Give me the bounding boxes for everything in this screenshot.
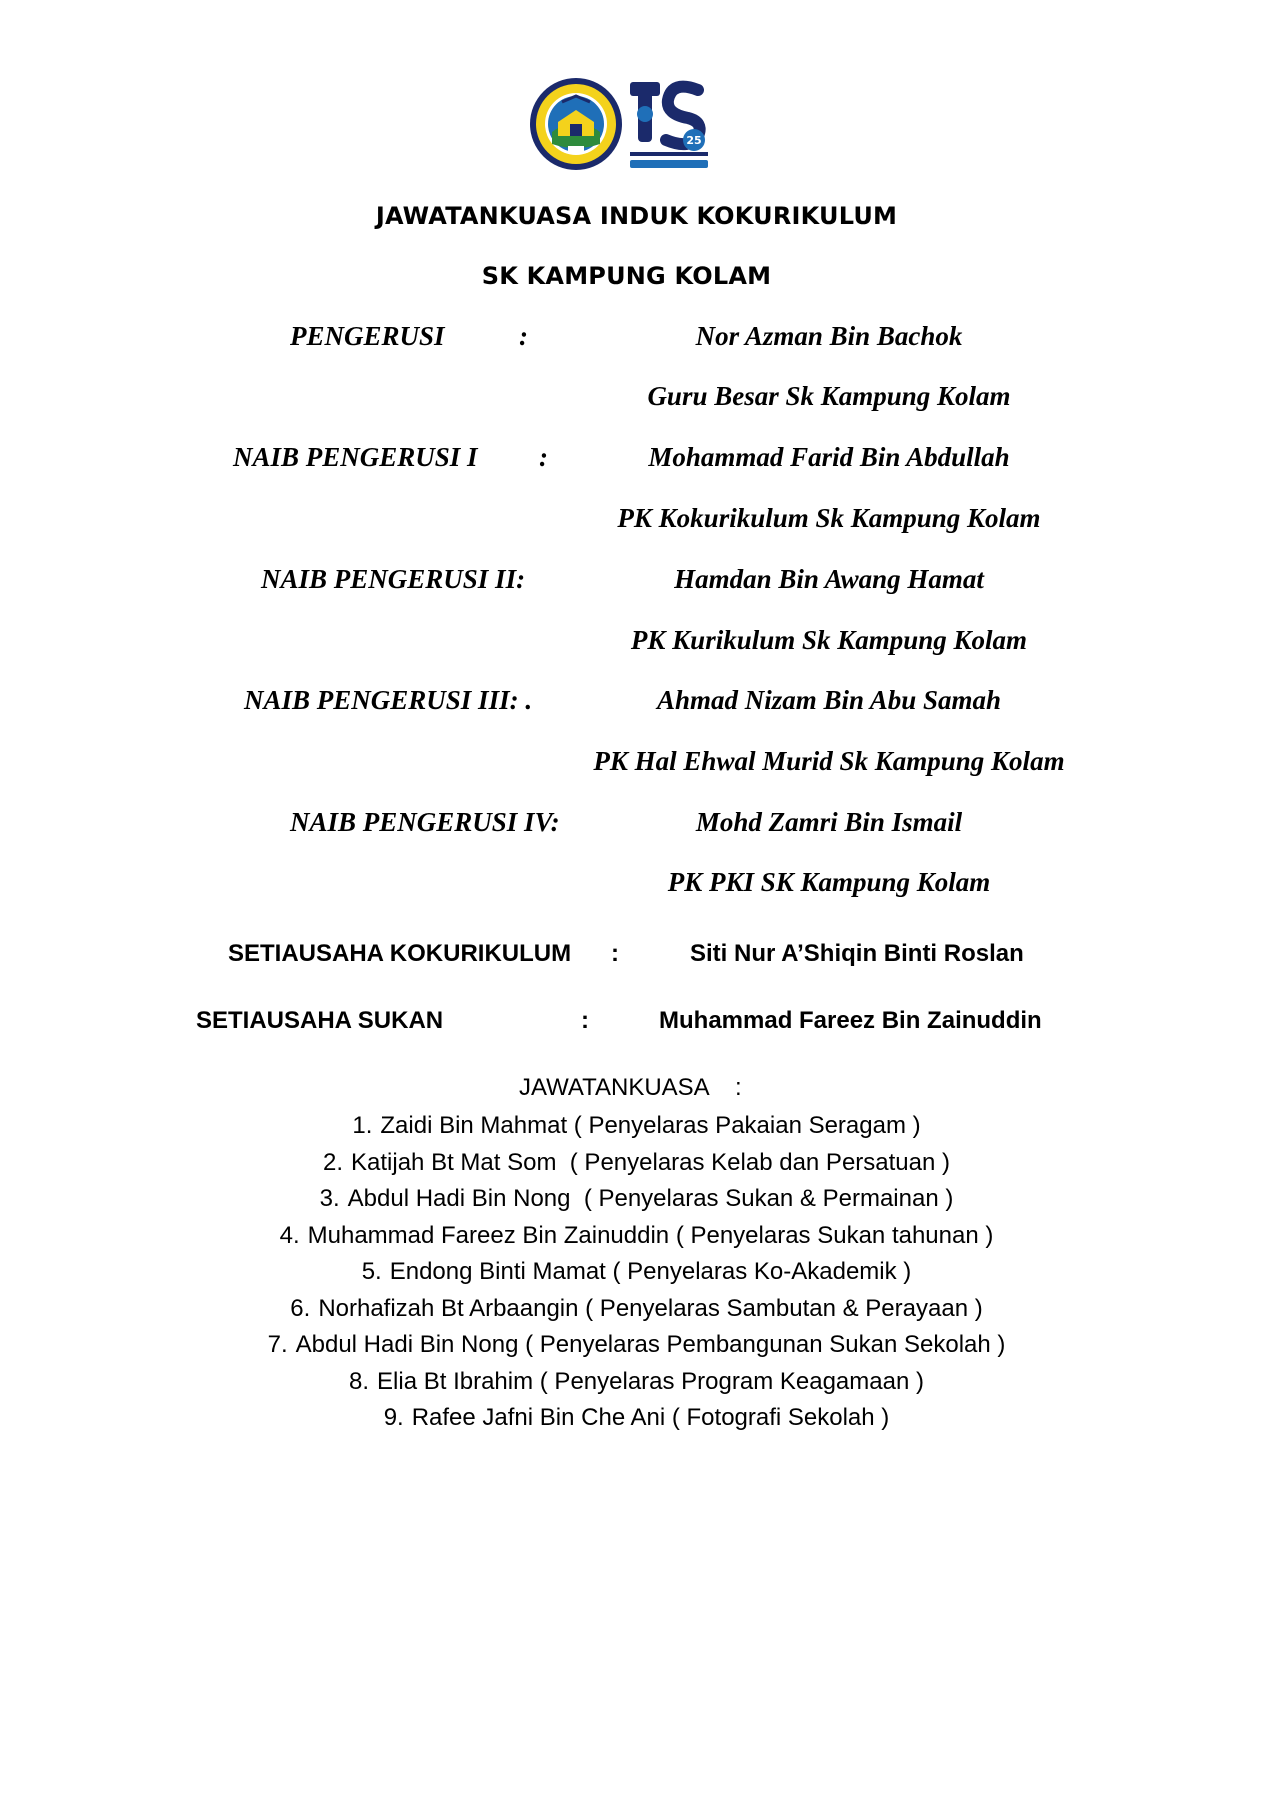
list-item bbox=[0, 1254, 1273, 1291]
list-item bbox=[0, 1400, 1273, 1437]
list-item-text: Zaidi Bin Mahmat ( Penyelaras Pakaian Seragam ) bbox=[380, 1112, 921, 1139]
list-item-number: 9. bbox=[383, 1404, 404, 1431]
officer-position: PK Kokurikulum Sk Kampung Kolam bbox=[617, 503, 1041, 533]
list-item bbox=[0, 1364, 1273, 1401]
officer-colon: : bbox=[539, 442, 548, 472]
officer-position: PK PKI SK Kampung Kolam bbox=[667, 867, 991, 897]
officer-role: NAIB PENGERUSI II: bbox=[261, 564, 526, 594]
list-item-text: Katijah Bt Mat Som ( Penyelaras Kelab dan Persatuan ) bbox=[351, 1148, 950, 1176]
committee-list bbox=[0, 1108, 1273, 1437]
school-crest-icon bbox=[528, 74, 624, 174]
list-item-number: 3. bbox=[319, 1185, 340, 1212]
list-item-text: Abdul Hadi Bin Nong ( Penyelaras Pembangunan Sukan Sekolah ) bbox=[295, 1331, 1006, 1358]
list-item bbox=[0, 1291, 1273, 1328]
list-item-text: Endong Binti Mamat ( Penyelaras Ko-Akademik ) bbox=[389, 1258, 912, 1285]
officer-name: Mohd Zamri Bin Ismail bbox=[695, 807, 963, 837]
officer-role: NAIB PENGERUSI III: . bbox=[244, 685, 533, 715]
svg-text:25: 25 bbox=[686, 134, 702, 147]
secretary-colon: : bbox=[581, 1007, 589, 1034]
list-item-text: Rafee Jafni Bin Che Ani ( Fotografi Sekolah ) bbox=[411, 1404, 890, 1431]
list-item-text: Elia Bt Ibrahim ( Penyelaras Program Keagamaan ) bbox=[377, 1367, 924, 1395]
list-item-text: Abdul Hadi Bin Nong ( Penyelaras Sukan & Permainan ) bbox=[347, 1185, 954, 1212]
officer-name: Mohammad Farid Bin Abdullah bbox=[648, 442, 1010, 472]
officer-position: PK Hal Ehwal Murid Sk Kampung Kolam bbox=[593, 746, 1065, 776]
officer-role: NAIB PENGERUSI IV: bbox=[290, 807, 560, 837]
list-item-number: 5. bbox=[361, 1258, 382, 1285]
list-item-number: 2. bbox=[323, 1148, 344, 1176]
secretary-colon: : bbox=[611, 940, 619, 967]
secretary-role: SETIAUSAHA KOKURIKULUM bbox=[228, 940, 572, 967]
list-item-number: 6. bbox=[290, 1294, 311, 1322]
officer-role: NAIB PENGERUSI I bbox=[233, 442, 478, 472]
list-item-text: Muhammad Fareez Bin Zainuddin ( Penyelaras Sukan tahunan ) bbox=[307, 1221, 994, 1249]
main-title: JAWATANKUASA INDUK KOKURIKULUM bbox=[375, 202, 898, 230]
secretary-name: Muhammad Fareez Bin Zainuddin bbox=[659, 1007, 1042, 1034]
list-item-number: 4. bbox=[279, 1221, 300, 1249]
list-item-number: 7. bbox=[267, 1331, 288, 1358]
officer-name: Nor Azman Bin Bachok bbox=[695, 321, 963, 351]
list-item bbox=[0, 1218, 1273, 1255]
header-logos bbox=[528, 74, 708, 174]
officer-role: PENGERUSI bbox=[290, 321, 445, 351]
secretary-name: Siti Nur A’Shiqin Binti Roslan bbox=[690, 940, 1024, 967]
list-item bbox=[0, 1145, 1273, 1182]
committee-label: JAWATANKUASA : bbox=[519, 1074, 742, 1101]
secretary-role: SETIAUSAHA SUKAN bbox=[196, 1007, 444, 1034]
list-item-text: Norhafizah Bt Arbaangin ( Penyelaras Sambutan & Perayaan ) bbox=[318, 1294, 983, 1322]
list-item bbox=[0, 1108, 1273, 1145]
school-title: SK KAMPUNG KOLAM bbox=[481, 262, 772, 290]
officer-position: PK Kurikulum Sk Kampung Kolam bbox=[630, 625, 1028, 655]
officer-position: Guru Besar Sk Kampung Kolam bbox=[647, 381, 1011, 411]
ts25-logo-icon bbox=[628, 78, 710, 172]
list-item-number: 8. bbox=[349, 1367, 370, 1395]
officer-name: Ahmad Nizam Bin Abu Samah bbox=[656, 685, 1002, 715]
list-item bbox=[0, 1181, 1273, 1218]
officer-name: Hamdan Bin Awang Hamat bbox=[674, 564, 984, 594]
officer-colon: : bbox=[519, 321, 528, 351]
list-item bbox=[0, 1327, 1273, 1364]
list-item-number: 1. bbox=[352, 1112, 373, 1139]
